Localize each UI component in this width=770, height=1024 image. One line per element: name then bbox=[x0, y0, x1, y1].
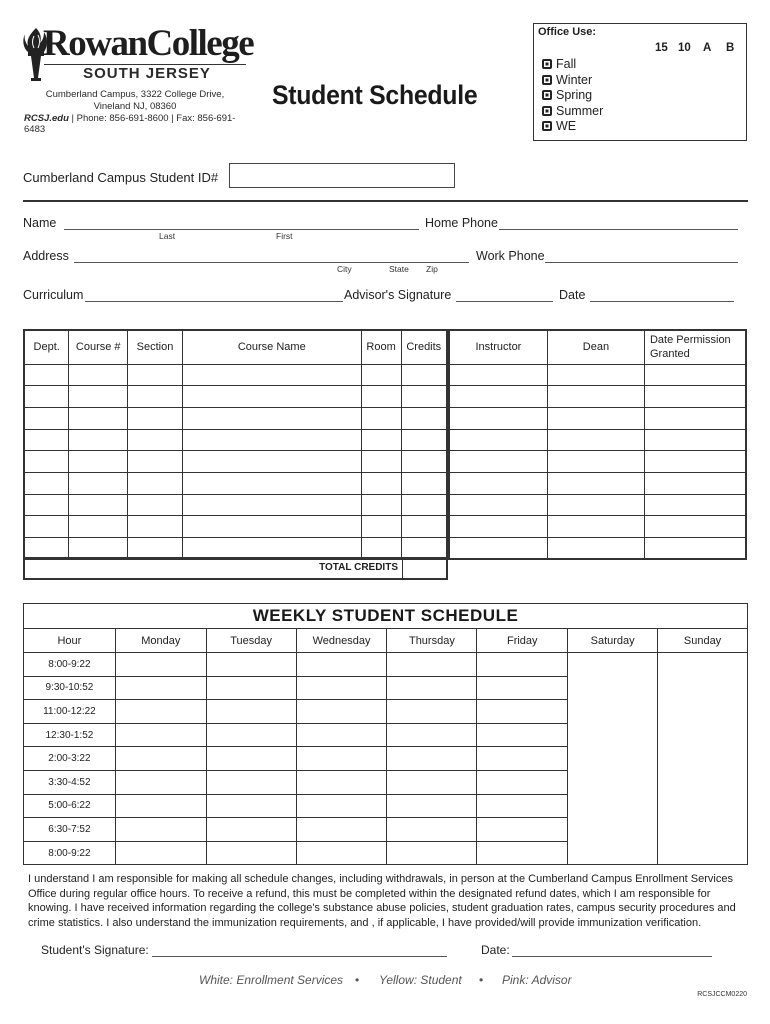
course-cell[interactable] bbox=[24, 451, 69, 473]
term-label: Fall bbox=[556, 57, 577, 71]
course-row bbox=[24, 451, 447, 473]
signature-date-label: Date: bbox=[481, 943, 510, 957]
course-row bbox=[24, 538, 447, 560]
schedule-cell[interactable] bbox=[658, 841, 748, 865]
course-cell[interactable] bbox=[69, 538, 128, 560]
name-label: Name bbox=[23, 216, 57, 230]
permission-row bbox=[449, 386, 746, 408]
course-cell[interactable] bbox=[128, 472, 183, 494]
permission-cell[interactable] bbox=[547, 364, 644, 386]
schedule-cell[interactable] bbox=[568, 841, 658, 865]
schedule-cell[interactable] bbox=[206, 676, 296, 700]
hour-label: 6:30-7:52 bbox=[24, 818, 116, 842]
copy-pink: Pink: Advisor bbox=[502, 973, 572, 987]
course-cell[interactable] bbox=[24, 494, 69, 516]
course-cell[interactable] bbox=[182, 451, 361, 473]
permission-cell[interactable] bbox=[644, 429, 746, 451]
schedule-cell[interactable] bbox=[387, 770, 477, 794]
term-option-winter[interactable] bbox=[542, 73, 592, 87]
schedule-cell[interactable] bbox=[658, 723, 748, 747]
contact-line bbox=[24, 113, 254, 135]
schedule-cell[interactable] bbox=[206, 723, 296, 747]
advisor-signature-label: Advisor's Signature bbox=[344, 288, 452, 302]
course-cell[interactable] bbox=[401, 516, 447, 538]
schedule-cell[interactable] bbox=[568, 723, 658, 747]
col-day: Tuesday bbox=[206, 629, 296, 653]
permission-cell[interactable] bbox=[449, 538, 547, 560]
course-cell[interactable] bbox=[361, 494, 401, 516]
work-phone-label: Work Phone bbox=[476, 249, 545, 263]
form-code: RCSJCCM0220 bbox=[697, 991, 747, 998]
schedule-cell[interactable] bbox=[387, 723, 477, 747]
course-table-header bbox=[24, 330, 447, 364]
course-cell[interactable] bbox=[24, 386, 69, 408]
schedule-cell[interactable] bbox=[658, 794, 748, 818]
course-row bbox=[24, 364, 447, 386]
schedule-cell[interactable] bbox=[568, 818, 658, 842]
col-dean: Dean bbox=[547, 330, 644, 364]
hour-label: 3:30-4:52 bbox=[24, 770, 116, 794]
schedule-cell[interactable] bbox=[296, 653, 387, 677]
work-phone-field[interactable] bbox=[545, 262, 738, 263]
schedule-row bbox=[24, 700, 748, 724]
course-cell[interactable] bbox=[182, 386, 361, 408]
schedule-cell[interactable] bbox=[296, 770, 387, 794]
permission-cell[interactable] bbox=[547, 516, 644, 538]
schedule-row bbox=[24, 818, 748, 842]
permission-cell[interactable] bbox=[449, 407, 547, 429]
course-cell[interactable] bbox=[24, 538, 69, 560]
office-code: A bbox=[703, 42, 712, 54]
course-cell[interactable] bbox=[69, 386, 128, 408]
permission-row bbox=[449, 472, 746, 494]
schedule-cell[interactable] bbox=[296, 841, 387, 865]
course-cell[interactable] bbox=[128, 451, 183, 473]
col-dept: Dept. bbox=[24, 330, 69, 364]
schedule-row bbox=[24, 841, 748, 865]
advisor-signature-field[interactable] bbox=[456, 301, 553, 302]
schedule-cell[interactable] bbox=[296, 676, 387, 700]
copy-yellow: Yellow: Student bbox=[379, 973, 462, 987]
schedule-cell[interactable] bbox=[387, 794, 477, 818]
permission-row bbox=[449, 538, 746, 560]
schedule-cell[interactable] bbox=[206, 770, 296, 794]
schedule-cell[interactable] bbox=[206, 818, 296, 842]
weekly-schedule-title: WEEKLY STUDENT SCHEDULE bbox=[252, 606, 519, 625]
schedule-cell[interactable] bbox=[477, 723, 568, 747]
schedule-cell[interactable] bbox=[387, 841, 477, 865]
course-row bbox=[24, 386, 447, 408]
website-text: RCSJ.edu bbox=[24, 113, 69, 124]
course-cell[interactable] bbox=[182, 538, 361, 560]
permission-cell[interactable] bbox=[644, 407, 746, 429]
hour-label: 12:30-1:52 bbox=[24, 723, 116, 747]
curriculum-field[interactable] bbox=[85, 301, 343, 302]
permission-cell[interactable] bbox=[547, 451, 644, 473]
course-cell[interactable] bbox=[128, 494, 183, 516]
permission-cell[interactable] bbox=[449, 364, 547, 386]
schedule-cell[interactable] bbox=[387, 747, 477, 771]
permission-cell[interactable] bbox=[547, 494, 644, 516]
col-day: Sunday bbox=[658, 629, 748, 653]
course-cell[interactable] bbox=[401, 429, 447, 451]
schedule-cell[interactable] bbox=[387, 818, 477, 842]
course-cell[interactable] bbox=[401, 538, 447, 560]
course-cell[interactable] bbox=[361, 451, 401, 473]
total-credits-label: TOTAL CREDITS bbox=[319, 562, 398, 573]
schedule-cell[interactable] bbox=[477, 770, 568, 794]
schedule-cell[interactable] bbox=[568, 747, 658, 771]
schedule-cell[interactable] bbox=[115, 841, 206, 865]
col-day: Monday bbox=[115, 629, 206, 653]
course-cell[interactable] bbox=[24, 472, 69, 494]
schedule-cell[interactable] bbox=[477, 700, 568, 724]
course-cell[interactable] bbox=[361, 364, 401, 386]
hour-label: 8:00-9:22 bbox=[24, 841, 116, 865]
schedule-cell[interactable] bbox=[387, 653, 477, 677]
schedule-cell[interactable] bbox=[115, 770, 206, 794]
course-row bbox=[24, 429, 447, 451]
schedule-cell[interactable] bbox=[206, 653, 296, 677]
course-cell[interactable] bbox=[182, 429, 361, 451]
copy-white: White: Enrollment Services bbox=[199, 973, 344, 987]
course-cell[interactable] bbox=[182, 516, 361, 538]
schedule-cell[interactable] bbox=[296, 794, 387, 818]
city-label: City bbox=[337, 264, 352, 274]
course-cell[interactable] bbox=[69, 407, 128, 429]
schedule-cell[interactable] bbox=[477, 841, 568, 865]
home-phone-label: Home Phone bbox=[425, 216, 498, 230]
schedule-cell[interactable] bbox=[296, 747, 387, 771]
permission-cell[interactable] bbox=[449, 429, 547, 451]
course-cell[interactable] bbox=[182, 364, 361, 386]
schedule-cell[interactable] bbox=[206, 841, 296, 865]
course-cell[interactable] bbox=[24, 429, 69, 451]
course-cell[interactable] bbox=[69, 364, 128, 386]
checkbox-icon[interactable] bbox=[542, 90, 552, 100]
hour-label: 11:00-12:22 bbox=[24, 700, 116, 724]
home-phone-field[interactable] bbox=[499, 229, 738, 230]
col-section: Section bbox=[128, 330, 183, 364]
permission-cell[interactable] bbox=[449, 386, 547, 408]
course-cell[interactable] bbox=[401, 472, 447, 494]
course-cell[interactable] bbox=[361, 429, 401, 451]
course-cell[interactable] bbox=[24, 407, 69, 429]
schedule-cell[interactable] bbox=[658, 700, 748, 724]
schedule-cell[interactable] bbox=[568, 770, 658, 794]
term-option-we[interactable] bbox=[542, 119, 576, 133]
hour-label: 2:00-3:22 bbox=[24, 747, 116, 771]
schedule-cell[interactable] bbox=[296, 723, 387, 747]
name-field[interactable] bbox=[64, 229, 419, 230]
permission-cell[interactable] bbox=[547, 386, 644, 408]
schedule-cell[interactable] bbox=[206, 747, 296, 771]
term-label: WE bbox=[556, 119, 577, 133]
checkbox-icon[interactable] bbox=[542, 59, 552, 69]
term-label: Summer bbox=[556, 104, 604, 118]
col-hour: Hour bbox=[24, 629, 116, 653]
schedule-cell[interactable] bbox=[206, 700, 296, 724]
schedule-cell[interactable] bbox=[658, 747, 748, 771]
schedule-cell[interactable] bbox=[568, 676, 658, 700]
course-cell[interactable] bbox=[69, 451, 128, 473]
permission-row bbox=[449, 407, 746, 429]
schedule-cell[interactable] bbox=[568, 700, 658, 724]
col-date-permission: Date Permission Granted bbox=[644, 330, 746, 364]
course-cell[interactable] bbox=[361, 516, 401, 538]
schedule-cell[interactable] bbox=[658, 818, 748, 842]
date-label: Date bbox=[559, 288, 586, 302]
last-name-label: Last bbox=[159, 231, 176, 241]
state-label: State bbox=[389, 264, 409, 274]
schedule-cell[interactable] bbox=[115, 794, 206, 818]
permission-row bbox=[449, 364, 746, 386]
schedule-cell[interactable] bbox=[387, 700, 477, 724]
course-cell[interactable] bbox=[401, 494, 447, 516]
col-day: Thursday bbox=[387, 629, 477, 653]
signature-date-field[interactable] bbox=[512, 956, 712, 957]
permission-cell[interactable] bbox=[449, 494, 547, 516]
permission-cell[interactable] bbox=[644, 494, 746, 516]
schedule-row bbox=[24, 770, 748, 794]
permission-cell[interactable] bbox=[449, 516, 547, 538]
bullet-separator: • bbox=[479, 973, 484, 987]
course-cell[interactable] bbox=[69, 494, 128, 516]
student-signature-label: Student's Signature: bbox=[41, 943, 149, 957]
col-course-name: Course Name bbox=[182, 330, 361, 364]
student-id-label: Cumberland Campus Student ID# bbox=[23, 170, 219, 185]
permission-row bbox=[449, 494, 746, 516]
date-field[interactable] bbox=[590, 301, 734, 302]
office-code: 10 bbox=[678, 42, 691, 54]
permission-cell[interactable] bbox=[644, 538, 746, 560]
schedule-cell[interactable] bbox=[115, 653, 206, 677]
col-day: Wednesday bbox=[296, 629, 387, 653]
course-cell[interactable] bbox=[128, 538, 183, 560]
course-cell[interactable] bbox=[128, 429, 183, 451]
schedule-cell[interactable] bbox=[387, 676, 477, 700]
course-cell[interactable] bbox=[128, 386, 183, 408]
course-cell[interactable] bbox=[182, 407, 361, 429]
course-cell[interactable] bbox=[182, 494, 361, 516]
phone-fax-text: | Phone: 856-691-8600 | Fax: 856-691-6483 bbox=[24, 113, 236, 135]
term-option-spring[interactable] bbox=[542, 88, 592, 102]
course-row bbox=[24, 407, 447, 429]
course-cell[interactable] bbox=[401, 386, 447, 408]
checkbox-icon[interactable] bbox=[542, 121, 552, 131]
permission-cell[interactable] bbox=[644, 386, 746, 408]
office-use-label: Office Use: bbox=[538, 26, 597, 38]
schedule-cell[interactable] bbox=[115, 818, 206, 842]
permission-cell[interactable] bbox=[547, 472, 644, 494]
course-cell[interactable] bbox=[69, 472, 128, 494]
schedule-row bbox=[24, 794, 748, 818]
permission-cell[interactable] bbox=[644, 364, 746, 386]
permission-row bbox=[449, 451, 746, 473]
col-day: Saturday bbox=[568, 629, 658, 653]
col-room: Room bbox=[361, 330, 401, 364]
checkbox-icon[interactable] bbox=[542, 106, 552, 116]
course-cell[interactable] bbox=[128, 364, 183, 386]
hour-label: 5:00-6:22 bbox=[24, 794, 116, 818]
responsibility-statement: I understand I am responsible for making all schedule changes, including withdrawals, in person at the Cumberland Campus Enrollment Services Office during regular office hours. To receive a refund, this must be completed within the designated refund dates, which I am responsible for knowing. I have received information regarding the college's substance abuse policies, student graduation rates, campus security procedures and crime statistics. I also understand the immunization requirements, and , if applicable, I have provided/will provide immunization verification. bbox=[28, 873, 736, 929]
office-code: 15 bbox=[655, 42, 668, 54]
schedule-row bbox=[24, 723, 748, 747]
student-id-field[interactable] bbox=[229, 163, 455, 188]
hour-label: 8:00-9:22 bbox=[24, 653, 116, 677]
permission-row bbox=[449, 429, 746, 451]
schedule-cell[interactable] bbox=[296, 700, 387, 724]
schedule-cell[interactable] bbox=[658, 653, 748, 677]
weekly-header-row bbox=[24, 629, 748, 653]
section-divider bbox=[23, 200, 748, 202]
col-course-number: Course # bbox=[69, 330, 128, 364]
schedule-cell[interactable] bbox=[296, 818, 387, 842]
course-cell[interactable] bbox=[361, 407, 401, 429]
schedule-cell[interactable] bbox=[658, 676, 748, 700]
schedule-cell[interactable] bbox=[568, 653, 658, 677]
permission-cell[interactable] bbox=[644, 472, 746, 494]
permission-cell[interactable] bbox=[547, 429, 644, 451]
college-name-logo: RowanCollege bbox=[43, 23, 254, 64]
schedule-cell[interactable] bbox=[115, 723, 206, 747]
checkbox-icon[interactable] bbox=[542, 75, 552, 85]
curriculum-label: Curriculum bbox=[23, 288, 84, 302]
course-cell[interactable] bbox=[128, 407, 183, 429]
permission-row bbox=[449, 516, 746, 538]
course-row bbox=[24, 472, 447, 494]
address-field[interactable] bbox=[74, 262, 469, 263]
schedule-cell[interactable] bbox=[477, 794, 568, 818]
permission-cell[interactable] bbox=[547, 407, 644, 429]
schedule-cell[interactable] bbox=[115, 700, 206, 724]
permission-cell[interactable] bbox=[644, 451, 746, 473]
schedule-cell[interactable] bbox=[115, 676, 206, 700]
bullet-separator: • bbox=[355, 973, 360, 987]
schedule-cell[interactable] bbox=[568, 794, 658, 818]
col-day: Friday bbox=[477, 629, 568, 653]
permission-cell[interactable] bbox=[644, 516, 746, 538]
course-table bbox=[23, 329, 448, 560]
address-label: Address bbox=[23, 249, 69, 263]
course-cell[interactable] bbox=[361, 386, 401, 408]
permission-cell[interactable] bbox=[547, 538, 644, 560]
course-cell[interactable] bbox=[182, 472, 361, 494]
schedule-cell[interactable] bbox=[658, 770, 748, 794]
schedule-cell[interactable] bbox=[477, 653, 568, 677]
weekly-schedule-table bbox=[23, 628, 748, 865]
course-row bbox=[24, 494, 447, 516]
schedule-cell[interactable] bbox=[206, 794, 296, 818]
hour-label: 9:30-10:52 bbox=[24, 676, 116, 700]
schedule-row bbox=[24, 747, 748, 771]
address-line-1: Cumberland Campus, 3322 College Drive, bbox=[45, 89, 225, 100]
term-label: Winter bbox=[556, 73, 593, 87]
college-subtitle: SOUTH JERSEY bbox=[83, 65, 211, 82]
schedule-cell[interactable] bbox=[477, 676, 568, 700]
permission-table-header bbox=[449, 330, 746, 364]
course-cell[interactable] bbox=[401, 451, 447, 473]
schedule-row bbox=[24, 653, 748, 677]
col-credits: Credits bbox=[401, 330, 447, 364]
address-line-2: Vineland NJ, 08360 bbox=[93, 101, 177, 112]
course-cell[interactable] bbox=[69, 516, 128, 538]
schedule-cell[interactable] bbox=[115, 747, 206, 771]
page-title: Student Schedule bbox=[272, 80, 478, 110]
term-option-summer[interactable] bbox=[542, 104, 603, 118]
permission-cell[interactable] bbox=[449, 451, 547, 473]
permission-cell[interactable] bbox=[449, 472, 547, 494]
total-credits-field[interactable] bbox=[402, 557, 448, 580]
term-option-fall[interactable] bbox=[542, 57, 576, 71]
permission-table bbox=[448, 329, 747, 560]
course-cell[interactable] bbox=[24, 364, 69, 386]
course-cell[interactable] bbox=[361, 538, 401, 560]
course-cell[interactable] bbox=[69, 429, 128, 451]
course-cell[interactable] bbox=[401, 364, 447, 386]
first-name-label: First bbox=[276, 231, 293, 241]
student-signature-field[interactable] bbox=[152, 956, 447, 957]
office-code: B bbox=[726, 42, 735, 54]
col-instructor: Instructor bbox=[449, 330, 547, 364]
course-row bbox=[24, 516, 447, 538]
schedule-cell[interactable] bbox=[477, 747, 568, 771]
term-label: Spring bbox=[556, 88, 593, 102]
zip-label: Zip bbox=[426, 264, 438, 274]
schedule-cell[interactable] bbox=[477, 818, 568, 842]
course-cell[interactable] bbox=[361, 472, 401, 494]
course-cell[interactable] bbox=[401, 407, 447, 429]
course-cell[interactable] bbox=[128, 516, 183, 538]
schedule-row bbox=[24, 676, 748, 700]
course-cell[interactable] bbox=[24, 516, 69, 538]
